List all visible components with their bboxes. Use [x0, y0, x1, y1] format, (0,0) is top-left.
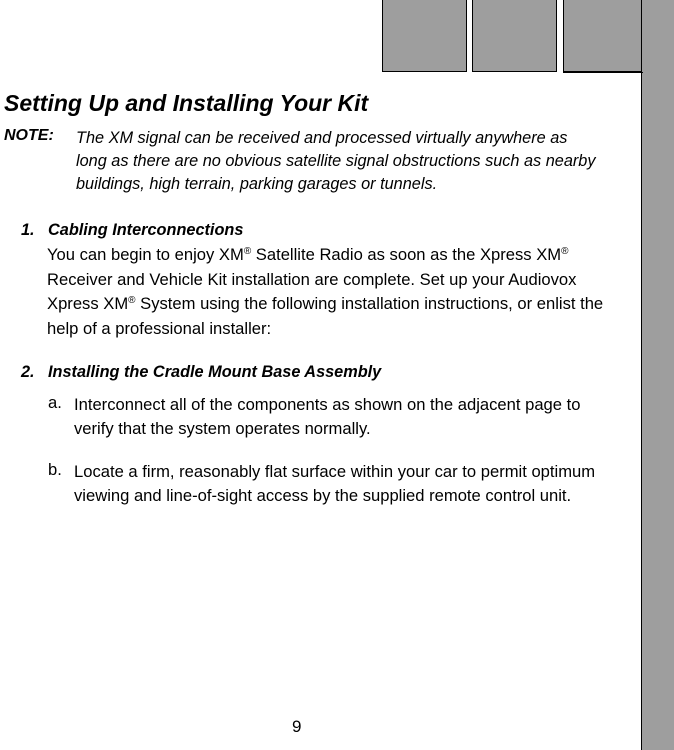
header-tab-2 [472, 0, 557, 72]
item-a-letter: a. [48, 393, 62, 412]
item-b-letter: b. [48, 460, 62, 479]
page-number: 9 [292, 717, 302, 736]
side-bar [641, 0, 674, 750]
section-1-text-3: Receiver and Vehicle Kit installation are complete. Set up your Audiovox Xpress XM [47, 269, 577, 313]
section-2-heading: Installing the Cradle Mount Base Assembly [48, 363, 382, 381]
note-label: NOTE: [4, 127, 54, 144]
section-1-text-2: Satellite Radio as soon as the Xpress XM [251, 245, 562, 264]
section-2-number: 2. [21, 363, 35, 381]
registered-mark: ® [561, 246, 569, 257]
item-b-text: Locate a firm, reasonably flat surface within your car to permit optimum viewing and line-of-sight access by the supplied remote control unit. [74, 462, 596, 505]
section-1-text-4: System using the following installation instructions, or enlist the help of a professional installer: [47, 294, 604, 338]
header-tab-1 [382, 0, 467, 72]
tab-divider-line [563, 72, 643, 73]
registered-mark: ® [243, 246, 252, 257]
section-1-paragraph [47, 243, 607, 341]
section-1-number: 1. [21, 221, 35, 239]
page-title: Setting Up and Installing Your Kit [4, 90, 369, 116]
section-1-text-1: You can begin to enjoy XM [47, 245, 244, 264]
header-tab-3 [563, 0, 643, 72]
item-a-text: Interconnect all of the components as shown on the adjacent page to verify that the system operates normally. [74, 395, 581, 438]
note-text: The XM signal can be received and processed virtually anywhere as long as there are no obvious satellite signal obstructions such as nearby buildings, high terrain, parking garages or tunnels. [76, 129, 596, 193]
section-1-heading: Cabling Interconnections [48, 221, 244, 239]
registered-mark: ® [128, 295, 136, 306]
